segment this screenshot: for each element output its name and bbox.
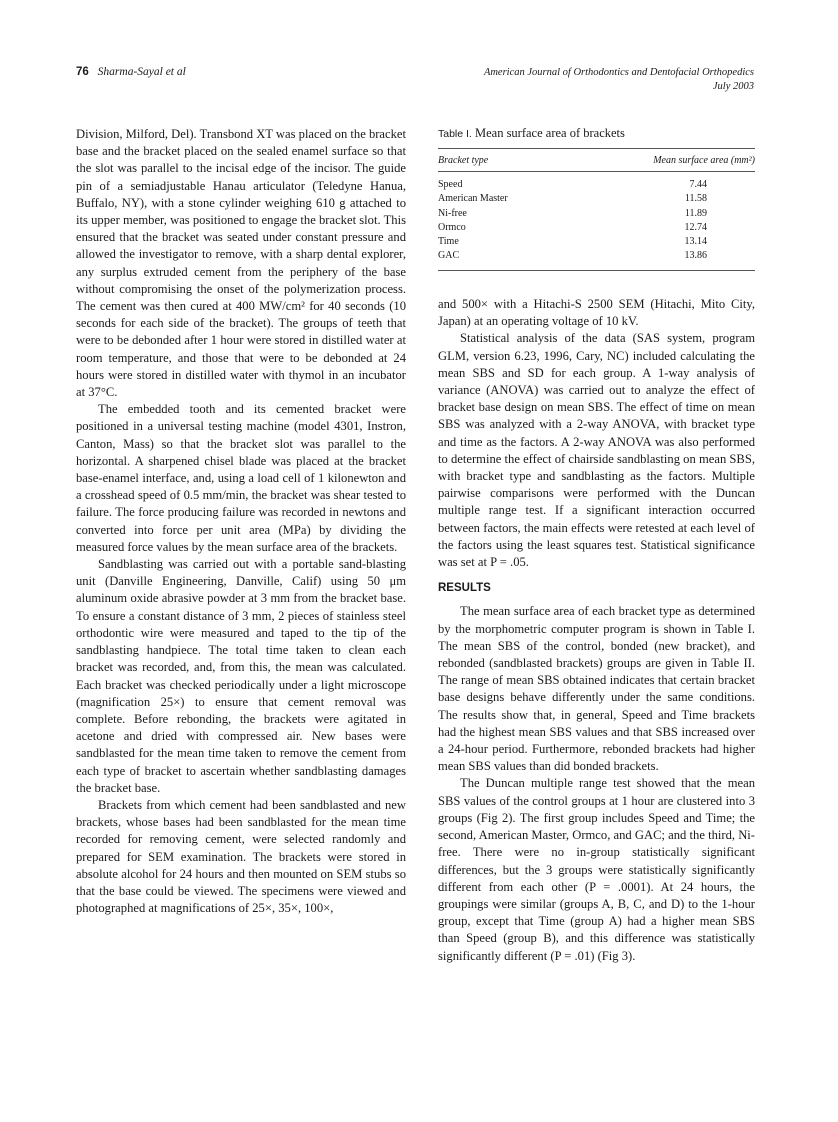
bracket-cell: Time [438,236,459,248]
issue-date: July 2003 [712,81,754,92]
paragraph: Division, Milford, Del). Transbond XT was placed on the bracket base and the bracket placed on the sealed enamel surface so that the slot was parallel to the incisal edge of the incisor. The guide pin of a semiadjustable Hanau articulator (Teledyne Hanua, Buffalo, NY), with a stone cylinder weighing 610 g attached to its upper member, was positioned to engage the bracket slot. This ensured that the bracket was seated under constant pressure and allowed the investigator to remove, with a sharp dental explorer, any surplus extruded cement from the periphery of the base without compromising the onset of the polymerization process. The cement was then cured at 400 MW/cm² for 40 seconds (10 seconds for each side of the bracket). The groups of teeth that were to be debonded after 1 hour were stored in distilled water at room temperature, and those that were to be debonded at 24 hours were stored in distilled water with thymol in an incubator at 37°C. [76,127,406,400]
table-header-row [438,149,755,172]
table-title: Mean surface area of brackets [474,126,625,140]
running-header-left [76,66,186,78]
bracket-cell: Ni-free [438,207,467,219]
column-header-bracket-type: Bracket type [438,149,567,172]
table-row [438,172,755,193]
table-caption [438,126,755,141]
paragraph: The Duncan multiple range test showed that the mean SBS values of the control groups at 1 hour are clustered into 3 groups (Fig 2). The first group includes Speed and Time; the second, American Master, Ormco, and GAC; and the third, Ni-free. There were no in-group statistically significant differences, but the 3 groups were statistically significantly different from each other (P = .0001). At 24 hours, the groupings were similar (groups A, B, C, and D) to the 1-hour group, except that Time (group A) had a higher mean SBS than Speed (group B), and this difference was statistically significantly different (P = .01) (Fig 3). [438,776,755,963]
table-row [438,221,755,235]
paragraph: Brackets from which cement had been sandblasted and new brackets, whose bases had been sandblasted for the mean time recorded for removing cement, were selected randomly and prepared for SEM examination. The brackets were stored in absolute alcohol for 24 hours and then mounted on SEM stubs so that the base could be viewed. The specimens were viewed and photographed at magnifications of 25×, 35×, 100×, [76,797,406,916]
area-cell: 11.58 [684,193,707,205]
paragraph: Sandblasting was carried out with a portable sand-blasting unit (Danville Engineering, Danville, Calif) using 50 μm aluminum oxide abrasive powder at 3 mm from the bracket base. To ensure a constant distance of 3 mm, 2 pieces of stainless steel orthodontic wire were measured and taped to the tip of the sandblasting handpiece. The total time taken to clean each bracket was recorded, and, from this, the mean was calculated. Each bracket was checked periodically under a light microscope (magnification 25×) to ensure that cement removal was complete. Before rebonding, the brackets were agitated in acetone and dried with compressed air. New bases were sandblasted for the mean time taken to remove the cement from each type of bracket to ascertain whether sandblasting damages the bracket base. [76,557,406,795]
running-authors: Sharma-Sayal et al [97,66,186,78]
table-1 [438,126,755,271]
area-cell: 13.14 [684,236,707,248]
area-cell: 7.44 [689,179,707,190]
surface-area-table [438,148,755,271]
area-cell: 12.74 [684,221,707,233]
table-row [438,249,755,270]
right-column [438,296,755,965]
table-row [438,235,755,249]
area-cell: 13.86 [684,250,707,262]
table-row [438,192,755,206]
left-column [76,126,406,917]
bracket-cell: Speed [438,179,463,190]
table-row [438,207,755,221]
running-header-right [484,66,754,94]
table-label: Table I. [438,128,472,140]
area-cell: 11.89 [684,207,707,219]
paragraph: Statistical analysis of the data (SAS system, program GLM, version 6.23, 1996, Cary, NC) included calculating the mean SBS and SD for each group. A 1-way analysis of variance (ANOVA) was carried out to analyze the effect of bracket base design on mean SBS. The effect of time on mean SBS was analyzed with a 2-way ANOVA, with bracket type and time as the factors. A 2-way ANOVA was also performed to determine the effect of chairside sandblasting on mean SBS, with bracket type and sandblasting as the factors. Multiple pairwise comparisons were performed with the Duncan multiple range test. If a significant interaction occurred between factors, the main effects were retested at each level of the factors using the least squares test. Statistical significance was set at P = .05. [438,331,755,570]
column-header-mean-area: Mean surface area (mm²) [567,149,755,172]
page-number: 76 [76,66,89,78]
bracket-cell: GAC [438,250,460,262]
journal-title: American Journal of Orthodontics and Dentofacial Orthopedics [483,67,754,78]
paragraph: and 500× with a Hitachi-S 2500 SEM (Hitachi, Mito City, Japan) at an operating voltage of 10 kV. [438,297,755,329]
section-heading-results: RESULTS [438,582,491,595]
paragraph: The embedded tooth and its cemented bracket were positioned in a universal testing machine (model 4301, Instron, Canton, Mass) so that the bracket slot was parallel to the horizontal. A sharpened chisel blade was placed at the bracket base-enamel interface, and, using a load cell of 1 kilonewton and a crosshead speed of 0.5 mm/min, the bracket was shear tested to failure. The force producing failure was recorded in newtons and converted into force per unit area (MPa) by dividing the measured force values by the mean surface area of the brackets. [76,402,406,554]
bracket-cell: Ormco [438,221,466,233]
bracket-cell: American Master [438,193,508,205]
paragraph: The mean surface area of each bracket type as determined by the morphometric computer program is shown in Table I. The mean SBS of the control, bonded (new bracket), and rebonded (sandblasted brackets) groups are given in Table II. The range of mean SBS obtained indicates that certain bracket base designs behave differently under the same conditions. The results show that, in general, Speed and Time brackets had the highest mean SBS values and that SBS increased over a 24-hour period. Furthermore, rebonded brackets had higher mean SBS values than did bonded brackets. [438,604,755,774]
